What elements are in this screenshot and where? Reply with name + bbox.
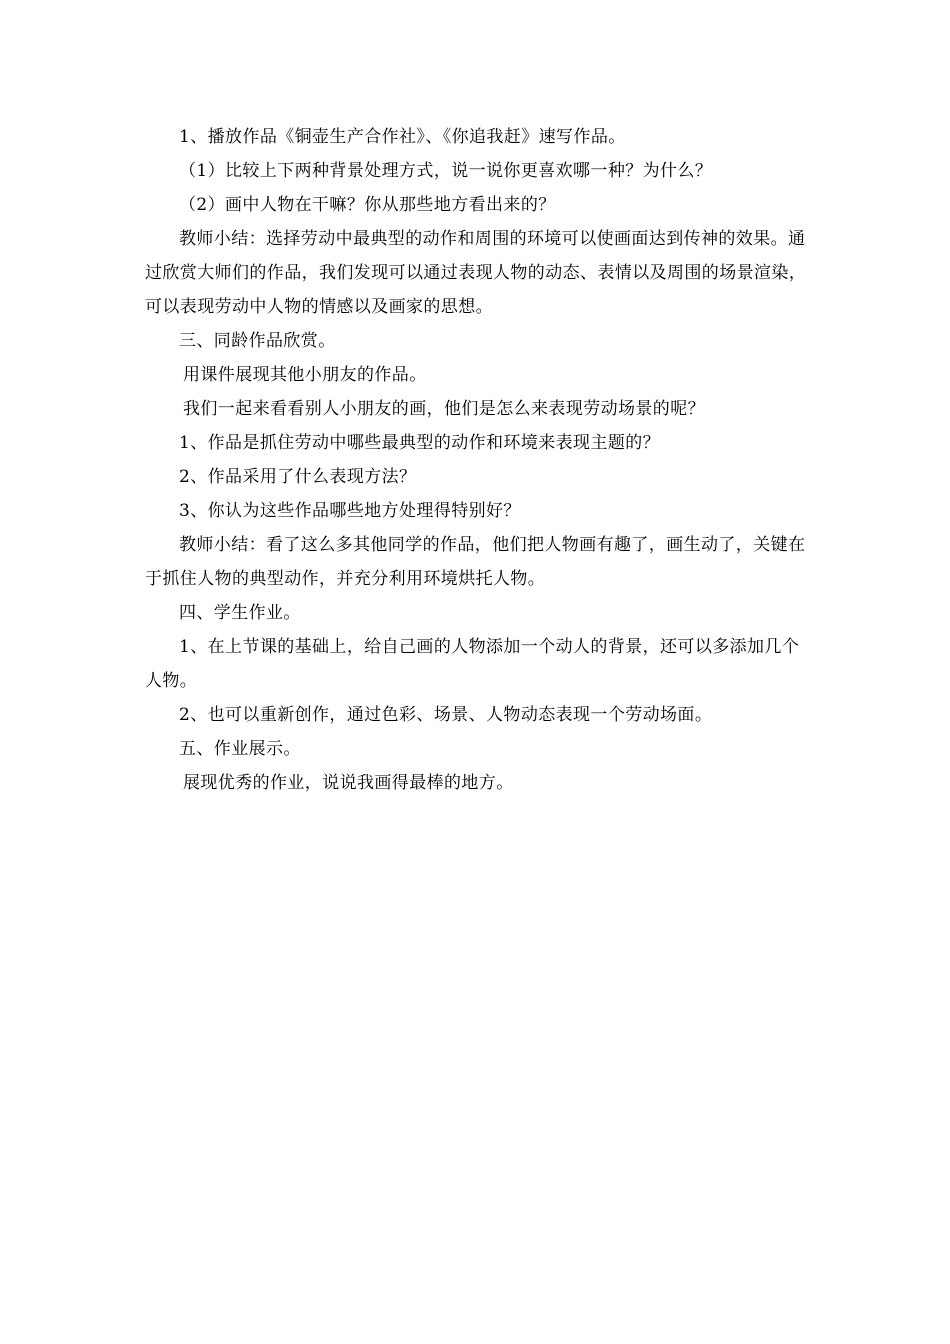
paragraph-teacher-summary-2: 教师小结：看了这么多其他同学的作品，他们把人物画有趣了，画生动了，关键在于抓住人物的典型动作，并充分利用环境烘托人物。 bbox=[145, 535, 806, 589]
document-body bbox=[145, 120, 815, 800]
paragraph-peer-question-2: 2、作品采用了什么表现方法？ bbox=[179, 467, 417, 487]
section-heading-5: 五、作业展示。 bbox=[179, 739, 301, 759]
paragraph-look-together: 我们一起来看看别人小朋友的画，他们是怎么来表现劳动场景的呢？ bbox=[183, 399, 705, 419]
paragraph-question-1: （1）比较上下两种背景处理方式，说一说你更喜欢哪一种？为什么？ bbox=[179, 161, 713, 181]
paragraph-question-2: （2）画中人物在干嘛？你从那些地方看出来的？ bbox=[179, 195, 556, 215]
paragraph-peer-question-1: 1、作品是抓住劳动中哪些最典型的动作和环境来表现主题的？ bbox=[179, 433, 661, 453]
paragraph-courseware: 用课件展现其他小朋友的作品。 bbox=[183, 365, 427, 385]
paragraph-peer-question-3: 3、你认为这些作品哪些地方处理得特别好？ bbox=[179, 501, 521, 521]
section-heading-3: 三、同龄作品欣赏。 bbox=[179, 331, 336, 351]
paragraph-homework-1: 1、在上节课的基础上，给自己画的人物添加一个动人的背景，还可以多添加几个人物。 bbox=[145, 637, 800, 691]
paragraph-teacher-summary-1: 教师小结：选择劳动中最典型的动作和周围的环境可以使画面达到传神的效果。通过欣赏大师们的作品，我们发现可以通过表现人物的动态、表情以及周围的场景渲染，可以表现劳动中人物的情感以及画家的思想。 bbox=[145, 229, 807, 317]
paragraph-show-works: 展现优秀的作业，说说我画得最棒的地方。 bbox=[183, 773, 514, 793]
section-heading-4: 四、学生作业。 bbox=[179, 603, 301, 623]
paragraph-homework-2: 2、也可以重新创作，通过色彩、场景、人物动态表现一个劳动场面。 bbox=[179, 705, 713, 725]
paragraph-playback-works: 1、播放作品《铜壶生产合作社》、《你追我赶》速写作品。 bbox=[179, 127, 626, 147]
